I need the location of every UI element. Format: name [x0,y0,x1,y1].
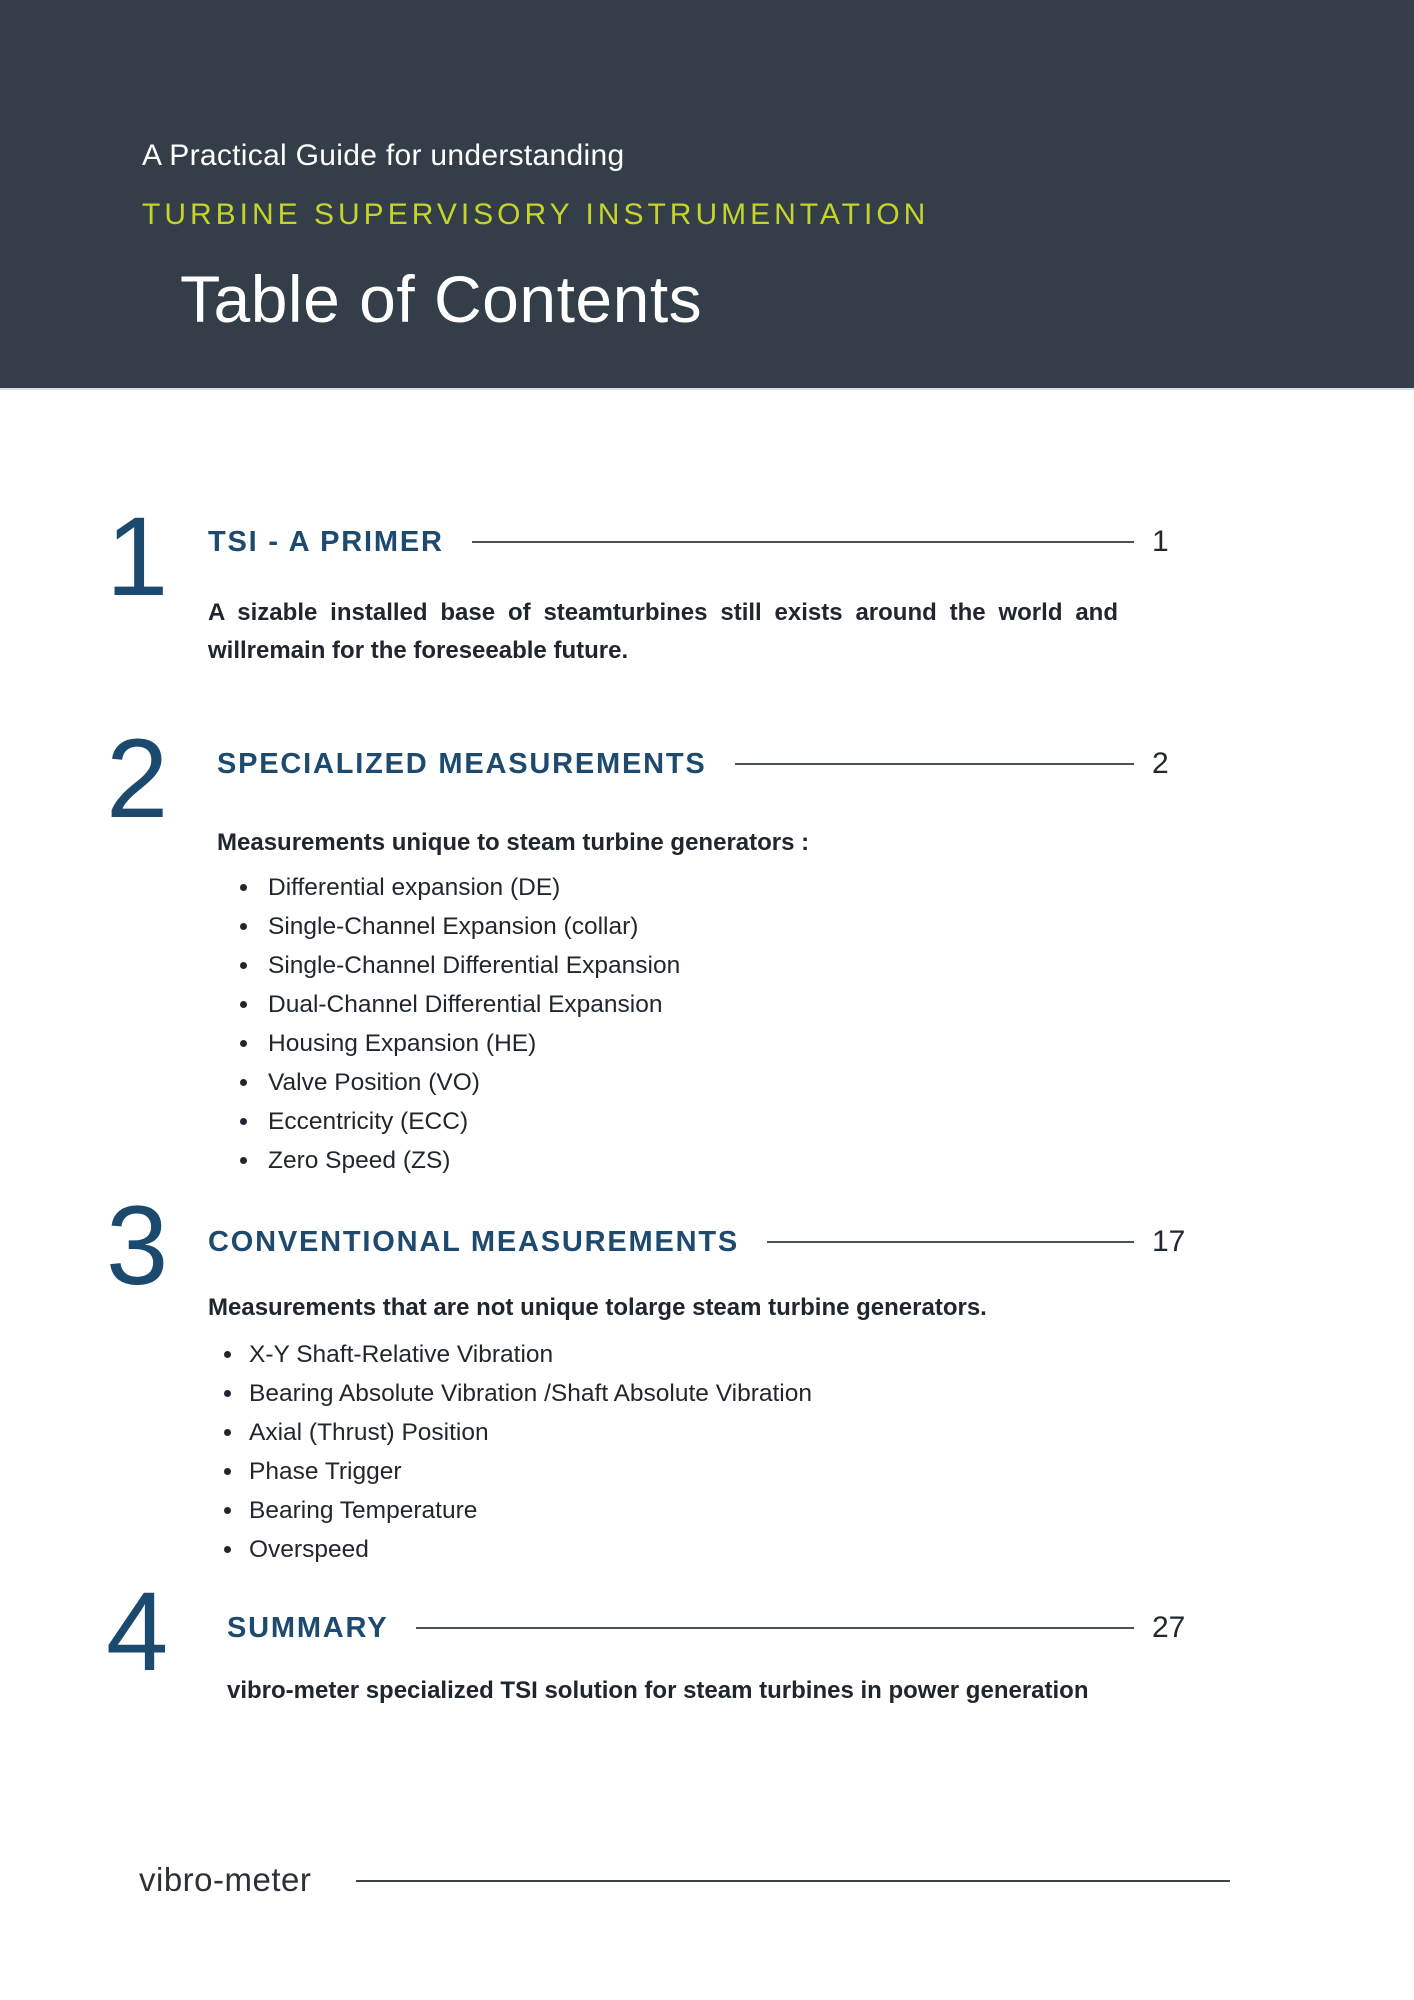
toc-entry [208,524,1208,560]
footer-rule [356,1880,1230,1882]
list-item: Eccentricity (ECC) [217,1102,1208,1141]
section-body [217,746,1208,1180]
section-heading: SUMMARY [227,1611,389,1644]
section-number: 4 [106,1569,169,1694]
section-description: Measurements unique to steam turbine generators : [217,829,810,856]
section-number: 1 [106,494,169,619]
page-number: 2 [1152,747,1169,780]
list-item: Single-Channel Expansion (collar) [217,907,1208,946]
leader-rule [416,1627,1134,1629]
page-number: 17 [1152,1225,1186,1258]
section-body [227,1610,1208,1710]
section-description: vibro-meter specialized TSI solution for steam turbines in power generation [227,1677,1089,1704]
page-title: Table of Contents [180,262,703,336]
section-body [208,524,1208,670]
leader-rule [767,1241,1134,1243]
toc-entry [208,1224,1208,1260]
page-number: 27 [1152,1611,1186,1644]
section-description: Measurements that are not unique tolarge steam turbine generators. [208,1294,987,1321]
bullet-list [208,1335,1208,1569]
header-band [0,0,1414,390]
list-item: Housing Expansion (HE) [217,1024,1208,1063]
toc-section [0,1183,1414,1569]
list-item: Bearing Absolute Vibration /Shaft Absolute Vibration [208,1374,1208,1413]
section-description: A sizable installed base of steamturbines still exists around the world and willremain for the foreseeable future. [208,599,1118,664]
toc-section [0,1569,1414,1710]
list-item: Phase Trigger [208,1452,1208,1491]
section-number: 2 [106,716,169,841]
doc-subtitle: TURBINE SUPERVISORY INSTRUMENTATION [142,198,930,231]
section-heading: TSI - A PRIMER [208,525,444,558]
toc-section [0,716,1414,1180]
vibro-meter-logo: vibro-meter [139,1861,312,1898]
list-item: Zero Speed (ZS) [217,1141,1208,1180]
toc-section [0,494,1414,670]
list-item: Valve Position (VO) [217,1063,1208,1102]
list-item: X-Y Shaft-Relative Vibration [208,1335,1208,1374]
list-item: Dual-Channel Differential Expansion [217,985,1208,1024]
list-item: Differential expansion (DE) [217,868,1208,907]
doc-eyebrow: A Practical Guide for understanding [142,139,625,172]
section-heading: SPECIALIZED MEASUREMENTS [217,747,707,780]
list-item: Single-Channel Differential Expansion [217,946,1208,985]
section-heading: CONVENTIONAL MEASUREMENTS [208,1225,740,1258]
bullet-list [217,868,1208,1180]
section-body [208,1224,1208,1569]
leader-rule [735,763,1134,765]
page-number: 1 [1152,525,1169,558]
toc-entry [227,1610,1208,1646]
leader-rule [472,541,1134,543]
list-item: Axial (Thrust) Position [208,1413,1208,1452]
toc-entry [217,746,1208,782]
list-item: Overspeed [208,1530,1208,1569]
list-item: Bearing Temperature [208,1491,1208,1530]
section-number: 3 [106,1183,169,1308]
